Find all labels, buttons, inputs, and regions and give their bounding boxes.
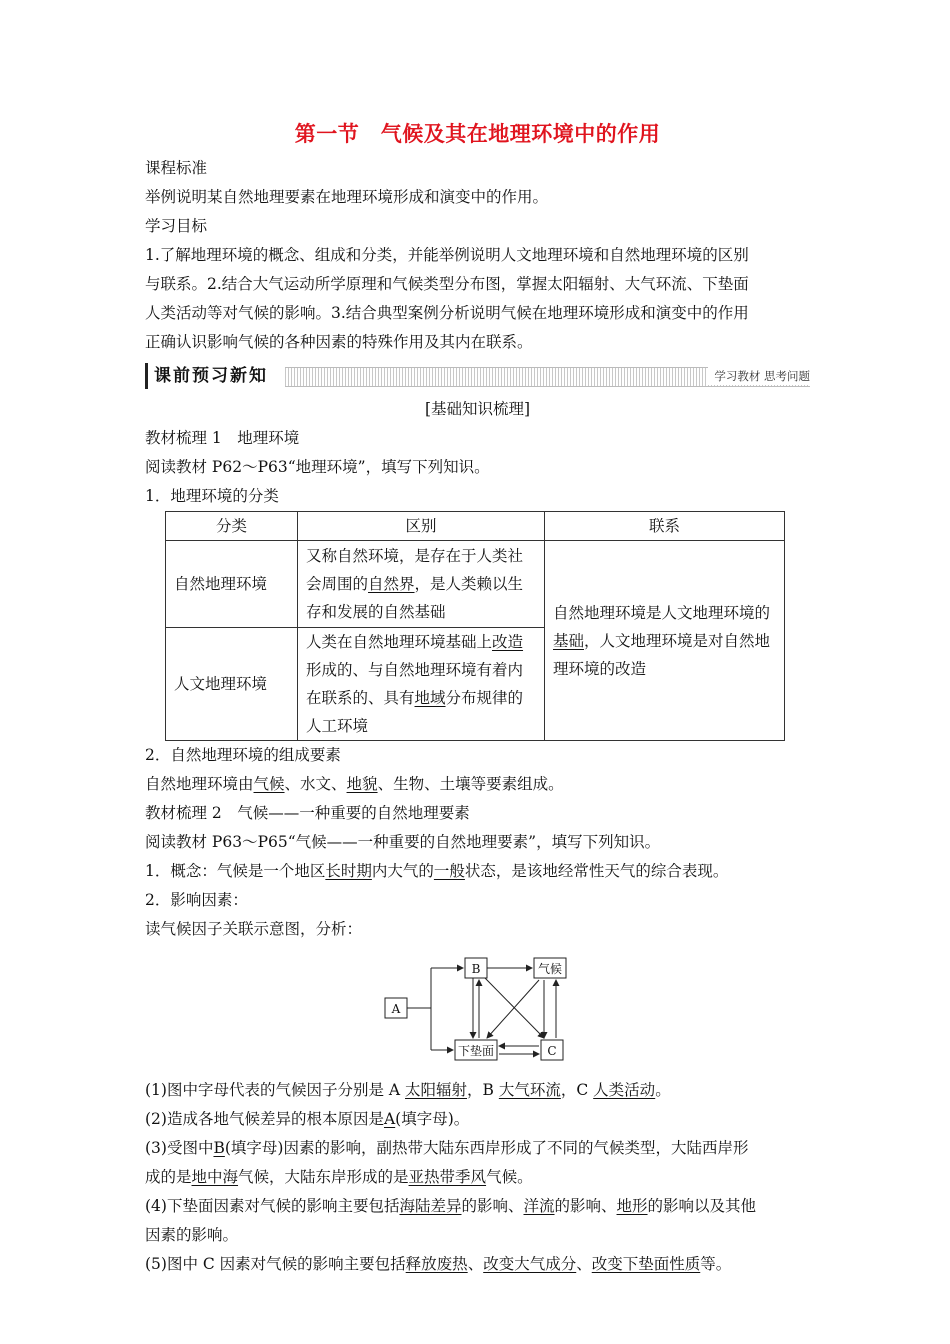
answer-underline: 一般 — [433, 862, 465, 880]
text-span: (1)图中字母代表的气候因子分别是 A — [145, 1081, 406, 1099]
text-span: 又称自然环境，是存在于人类社会周围的 — [306, 547, 524, 593]
node-c-label: C — [547, 1044, 557, 1058]
answer-underline: 地中海 — [191, 1168, 239, 1186]
answer-underline: 长时期 — [325, 862, 372, 880]
text-span: 人类在自然地理环境基础上 — [306, 633, 493, 651]
text-span: (填字母)。 — [395, 1110, 470, 1128]
table-header-row — [166, 512, 785, 541]
question-5 — [145, 1250, 810, 1279]
block1-heading: 教材梳理 1 地理环境 — [145, 429, 300, 447]
text-span: 自然地理环境是人文地理环境的 — [553, 603, 771, 622]
climate-factor-diagram — [145, 950, 810, 1072]
section-heading: [基础知识梳理] — [424, 400, 531, 418]
table-cell-link — [545, 541, 785, 741]
text-span: ，人文地理环境是对自然地理环境的改造 — [553, 631, 771, 678]
answer-underline: 人类活动 — [593, 1081, 656, 1099]
text-span: 的影响、 — [461, 1197, 524, 1215]
answer-underline: 地域 — [414, 689, 446, 707]
node-climate-label: 气候 — [537, 962, 563, 976]
answer-underline: 地形 — [616, 1197, 648, 1215]
question-3-cont — [145, 1163, 810, 1192]
node-b-label: B — [471, 962, 481, 976]
question-1 — [145, 1076, 810, 1105]
text-span: 成的是 — [145, 1168, 192, 1186]
text-span: 、 — [467, 1255, 484, 1273]
table-row — [166, 541, 785, 628]
answer-underline: 释放废热 — [405, 1255, 468, 1273]
text-span: 等。 — [700, 1255, 732, 1273]
block2-intro: 阅读教材 P63～P65“气候——一种重要的自然地理要素”，填写下列知识。 — [145, 833, 661, 851]
text-span: (2)造成各地气候差异的根本原因是 — [145, 1110, 384, 1128]
text-span: 气候。 — [486, 1168, 533, 1186]
page-title: 第一节 气候及其在地理环境中的作用 — [294, 121, 661, 146]
answer-underline: 改变下垫面性质 — [591, 1255, 701, 1273]
answer-underline: 改变大气成分 — [483, 1255, 577, 1273]
text-span: (4)下垫面因素对气候的影响主要包括 — [145, 1197, 400, 1215]
table-cell-diff — [298, 628, 545, 741]
text-span: 。 — [655, 1081, 671, 1099]
objectives-line: 正确认识影响气候的各种因素的特殊作用及其内在联系。 — [145, 333, 533, 351]
block2-heading: 教材梳理 2 气候——一种重要的自然地理要素 — [145, 804, 470, 822]
page — [145, 118, 810, 1279]
text-span: 的影响、 — [554, 1197, 617, 1215]
block1-item1: 1．地理环境的分类 — [145, 487, 279, 505]
table-header: 联系 — [545, 512, 785, 541]
answer-underline: 太阳辐射 — [405, 1081, 468, 1099]
text-span: 、生物、土壤等要素组成。 — [377, 775, 564, 793]
banner-hint: 学习教材 思考问题 — [708, 367, 810, 385]
text-span: (5)图中 C 因素对气候的影响主要包括 — [145, 1255, 406, 1273]
answer-underline: 自然界 — [368, 575, 415, 593]
block1-intro: 阅读教材 P62～P63“地理环境”，填写下列知识。 — [145, 458, 490, 476]
text-span: 自然地理环境由 — [145, 775, 254, 793]
text-span: 的影响以及其他 — [647, 1197, 757, 1215]
text-span: 内大气的 — [371, 862, 434, 880]
text-span: 1．概念：气候是一个地区 — [145, 862, 326, 880]
question-4-cont: 因素的影响。 — [145, 1226, 239, 1244]
table-cell-diff — [298, 541, 545, 628]
section-banner — [145, 363, 810, 389]
answer-underline: 基础 — [553, 631, 585, 650]
answer-underline: 地貌 — [346, 775, 378, 793]
concept-line — [145, 857, 810, 886]
answer-underline: 洋流 — [523, 1197, 555, 1215]
table-cell-category: 人文地理环境 — [166, 628, 298, 741]
table-header: 分类 — [166, 512, 298, 541]
text-span: (填字母)因素的影响，副热带大陆东西岸形成了不同的气候类型，大陆西岸形 — [224, 1139, 749, 1157]
answer-underline: 气候 — [253, 775, 285, 793]
question-3 — [145, 1134, 810, 1163]
answer-underline: 亚热带季风 — [408, 1168, 487, 1186]
table-header: 区别 — [298, 512, 545, 541]
objectives-line: 与联系。2.结合大气运动所学原理和气候类型分布图，掌握太阳辐射、大气环流、下垫面 — [145, 275, 749, 293]
text-span: 、 — [576, 1255, 592, 1273]
answer-underline: 大气环流 — [498, 1081, 561, 1099]
text-span: 气候，大陆东岸形成的是 — [238, 1168, 409, 1186]
node-surface-label: 下垫面 — [457, 1044, 495, 1058]
banner-label: 课前预习新知 — [145, 363, 274, 389]
diagram-svg — [381, 950, 571, 1070]
objectives-line: 1.了解地理环境的概念、组成和分类，并能举例说明人文地理环境和自然地理环境的区别 — [145, 246, 749, 264]
text-span: 分布规律的人工环境 — [306, 689, 524, 735]
objectives-heading: 学习目标 — [145, 217, 208, 235]
text-span: 状态，是该地经常性天气的综合表现。 — [464, 862, 729, 880]
text-span: ，是人类赖以生存和发展的自然基础 — [306, 575, 524, 621]
table-cell-category: 自然地理环境 — [166, 541, 298, 628]
objectives-line: 人类活动等对气候的影响。3.结合典型案例分析说明气候在地理环境形成和演变中的作用 — [145, 304, 749, 322]
answer-underline: 改造 — [492, 633, 524, 651]
diagram-intro: 读气候因子关联示意图，分析： — [145, 920, 363, 938]
question-2 — [145, 1105, 810, 1134]
text-span: 、水文、 — [284, 775, 347, 793]
text-span: 形成的、与自然地理环境有着内在联系的、具有 — [306, 661, 524, 707]
text-span: ，C — [560, 1081, 594, 1099]
text-span: ，B — [467, 1081, 499, 1099]
answer-underline: A — [383, 1110, 396, 1128]
answer-underline: B — [213, 1139, 225, 1157]
classification-table — [165, 511, 785, 741]
answer-underline: 海陆差异 — [399, 1197, 462, 1215]
factors-heading: 2．影响因素： — [145, 891, 248, 909]
course-standard-heading: 课程标准 — [145, 159, 208, 177]
item2-text — [145, 770, 810, 799]
item2-heading: 2．自然地理环境的组成要素 — [145, 746, 341, 764]
course-standard-text: 举例说明某自然地理要素在地理环境形成和演变中的作用。 — [145, 188, 549, 206]
question-4 — [145, 1192, 810, 1221]
text-span: (3)受图中 — [145, 1139, 214, 1157]
node-a-label: A — [391, 1002, 401, 1016]
